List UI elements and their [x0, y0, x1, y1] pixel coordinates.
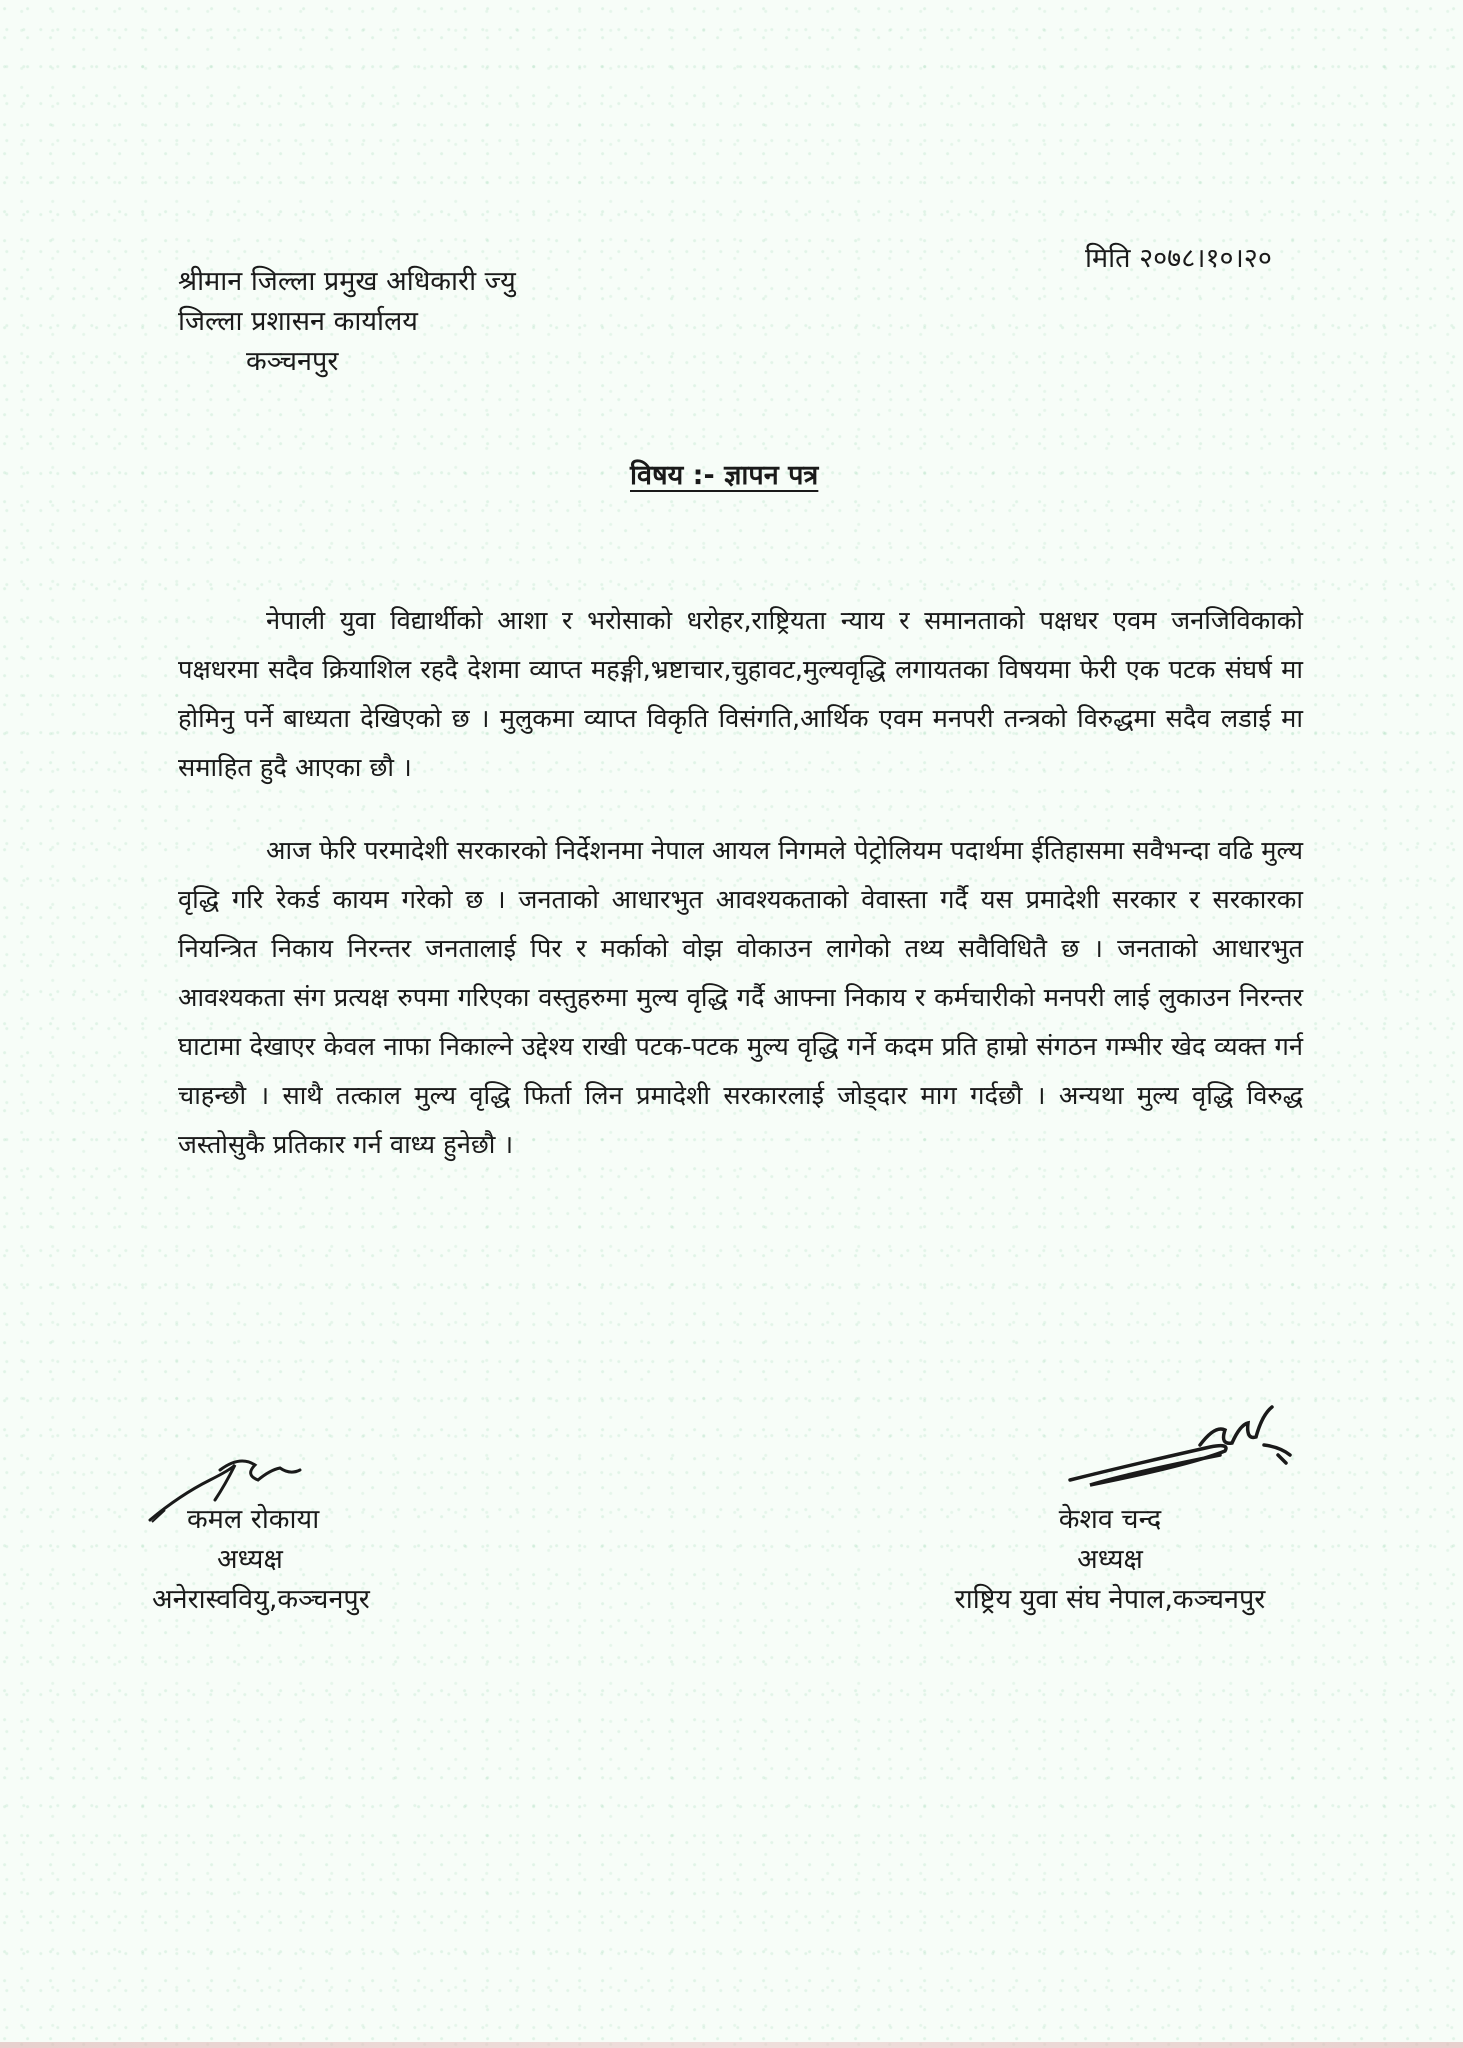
- signatory-left-name: कमल रोकाया: [187, 1504, 320, 1535]
- signatory-right: [900, 1500, 1320, 1620]
- signatory-left: [152, 1500, 370, 1620]
- page-bottom-edge: [0, 2042, 1463, 2048]
- signatory-left-title: अध्यक्ष: [217, 1544, 283, 1575]
- body-paragraph-2: आज फेरि परमादेशी सरकारको निर्देशनमा नेपाल आयल निगमले पेट्रोलियम पदार्थमा ईतिहासमा सवैभन्दा वढि मुल्य वृद्धि गरि रेकर्ड कायम गरेको छ । जनताको आधारभुत आवश्यकताको वेवास्ता गर्दै यस प्रमादेशी सरकार र सरकारका नियन्त्रित निकाय निरन्तर जनतालाई पिर र मर्काको वोझ वोकाउन लागेको तथ्य सवैविधितै छ । जनताको आधारभुत आवश्यकता संग प्रत्यक्ष रुपमा गरिएका वस्तुहरुमा मुल्य वृद्धि गर्दै आफ्ना निकाय र कर्मचारीको मनपरी लाई लुकाउन निरन्तर घाटामा देखाएर केवल नाफा निकाल्ने उद्देश्य राखी पटक-पटक मुल्य वृद्धि गर्ने कदम प्रति हाम्रो संगठन गम्भीर खेद व्यक्त गर्न चाहन्छौ । साथै तत्काल मुल्य वृद्धि फिर्ता लिन प्रमादेशी सरकारलाई जोड्दार माग गर्दछौ । अन्यथा मुल्य वृद्धि विरुद्ध जस्तोसुकै प्रतिकार गर्न वाध्य हुनेछौ ।: [178, 836, 1303, 1160]
- signatory-left-org: अनेरास्ववियु,कञ्चनपुर: [152, 1584, 370, 1615]
- recipient-line-2: जिल्ला प्रशासन कार्यालय: [178, 306, 418, 337]
- recipient-address: [178, 262, 516, 382]
- signatory-right-title: अध्यक्ष: [1077, 1544, 1143, 1575]
- signatory-right-org: राष्ट्रिय युवा संघ नेपाल,कञ्चनपुर: [954, 1584, 1266, 1615]
- signatory-right-name: केशव चन्द: [1058, 1504, 1162, 1535]
- recipient-line-3: कञ्चनपुर: [246, 346, 339, 377]
- letter-body: [178, 597, 1303, 1170]
- letter-date: मिति २०७८।१०।२०: [1085, 243, 1272, 274]
- letter-subject: विषय :- ज्ञापन पत्र: [630, 460, 819, 491]
- signature-right-mark: [1050, 1385, 1300, 1495]
- recipient-line-1: श्रीमान जिल्ला प्रमुख अधिकारी ज्यु: [178, 266, 516, 297]
- body-paragraph-1: नेपाली युवा विद्यार्थीको आशा र भरोसाको धरोहर,राष्ट्रियता न्याय र समानताको पक्षधर एवम जनजिविकाको पक्षधरमा सदैव क्रियाशिल रहदै देशमा व्याप्त महङ्गी,भ्रष्टाचार,चुहावट,मुल्यवृद्धि लगायतका विषयमा फेरी एक पटक संघर्ष मा होमिनु पर्ने बाध्यता देखिएको छ । मुलुकमा व्याप्त विकृति विसंगति,आर्थिक एवम मनपरी तन्त्रको विरुद्धमा सदैव लडाई मा समाहित हुदै आएका छौ ।: [178, 606, 1303, 783]
